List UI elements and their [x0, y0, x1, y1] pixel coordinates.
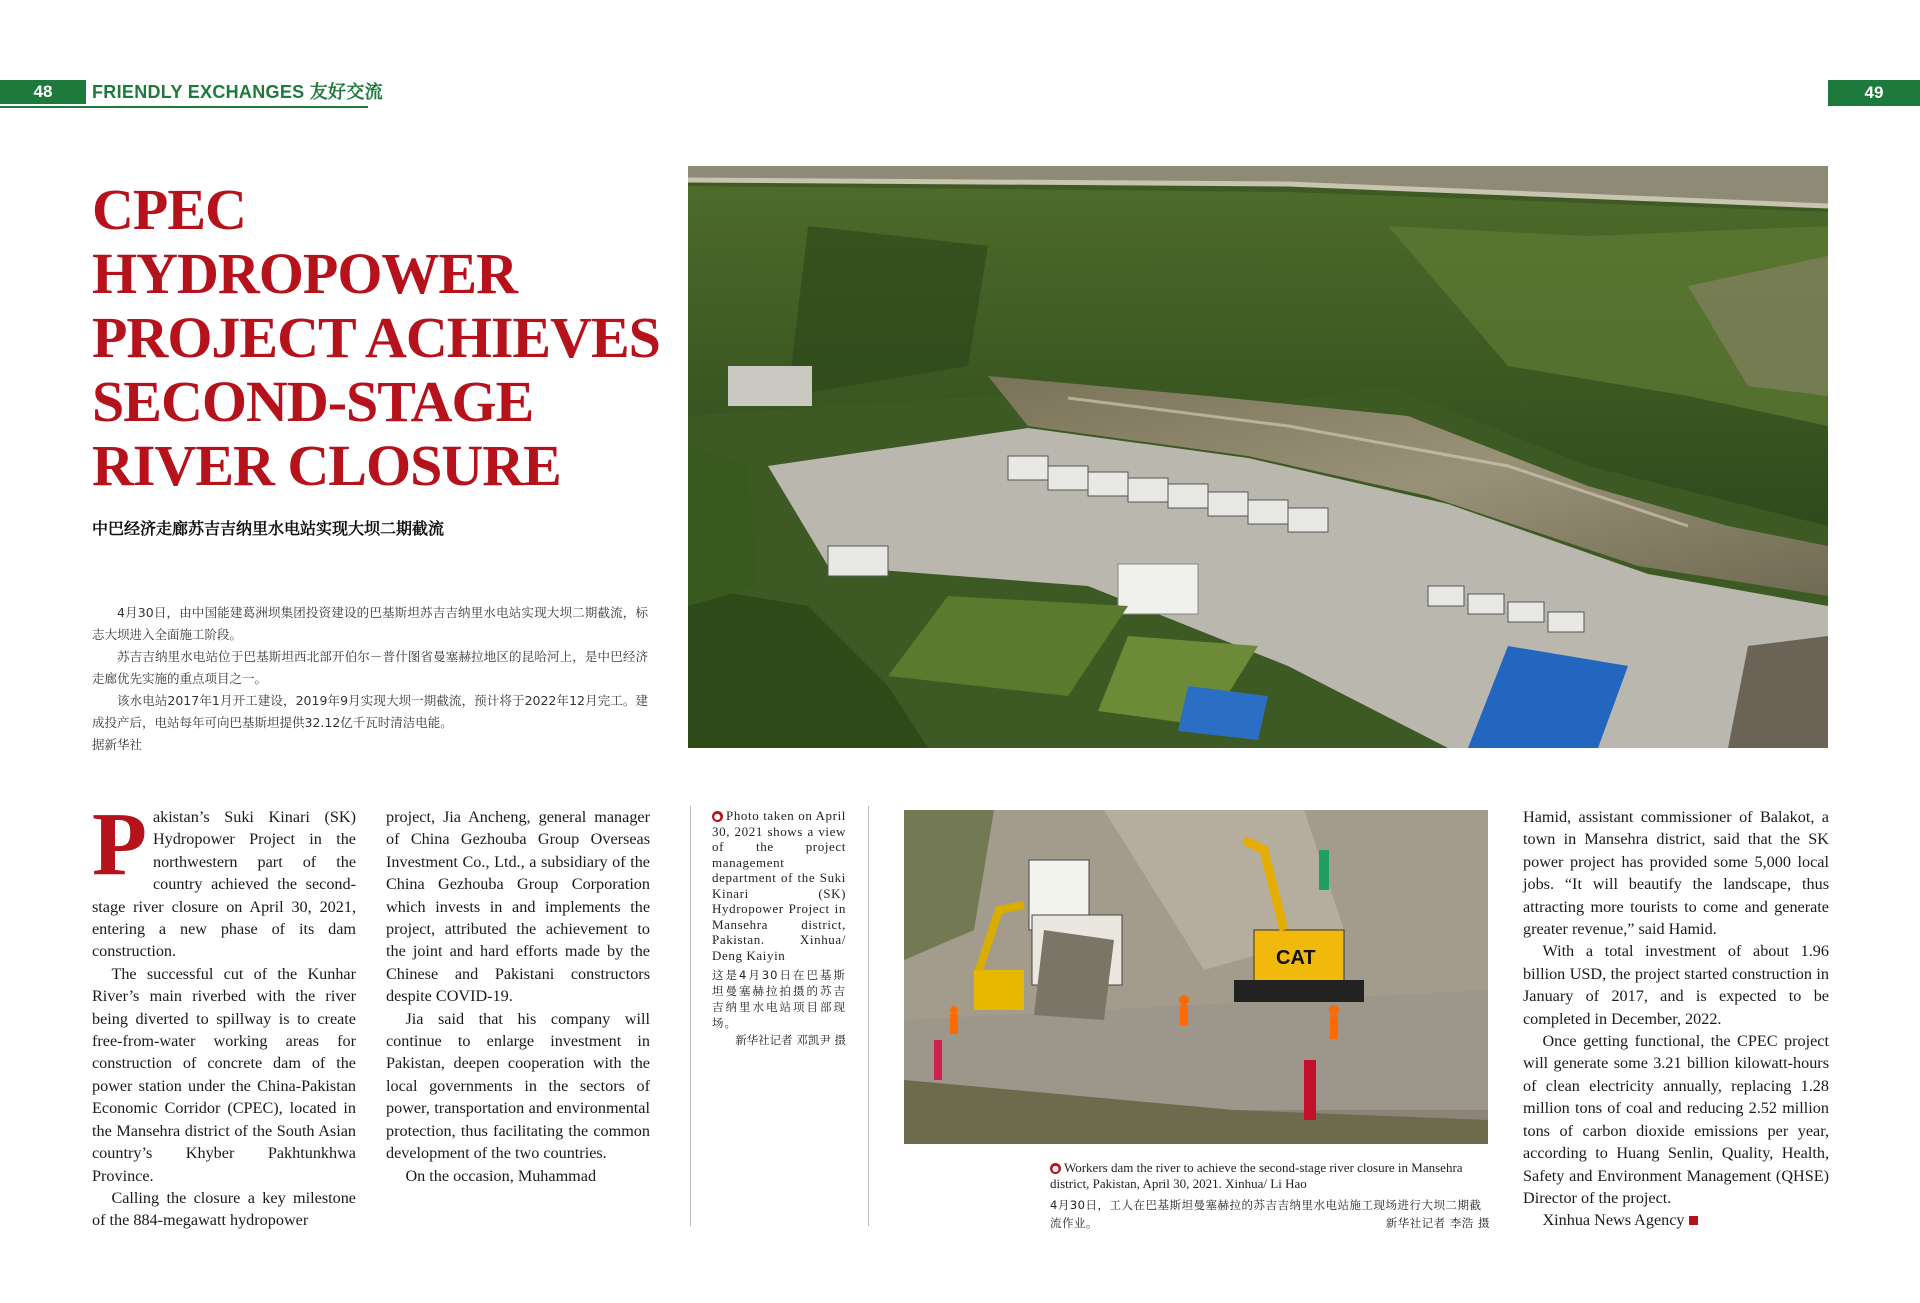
photo-caption-2 [1050, 1160, 1490, 1232]
subtitle-cn: 中巴经济走廊苏吉吉纳里水电站实现大坝二期截流 [92, 519, 445, 538]
cn-paragraph: 4月30日，由中国能建葛洲坝集团投资建设的巴基斯坦苏吉吉纳里水电站实现大坝二期截流，标志大坝进入全面施工阶段。 [92, 605, 648, 642]
caption-text-en: Workers dam the river to achieve the second-stage river closure in Mansehra district, Pakistan, April 30, 2021. Xinhua/ Li Hao [1050, 1160, 1463, 1191]
body-paragraph [1523, 1209, 1829, 1231]
photo-caption-1 [712, 808, 846, 1049]
byline: Xinhua News Agency [1542, 1211, 1685, 1230]
caption-text-cn: 这是4月30日在巴基斯坦曼塞赫拉拍摄的苏吉吉纳里水电站项目部现场。 [712, 968, 846, 1030]
body-paragraph: Once getting functional, the CPEC project will generate some 3.21 billion kilowatt-hours of clean electricity annually, replacing 1.28 million tons of coal and reducing 2.52 million tons of carbon dioxide emissions per year, according to Huang Senlin, Quality, Health, Safety and Environment Management (QHSE) Director of the project. [1523, 1032, 1829, 1207]
body-paragraph: Hamid, assistant commissioner of Balakot, a town in Mansehra district, said that the SK power project has provided some 5,000 local jobs. “It will beautify the landscape, thus attracting more tourists to come and generate greater revenue,” said Hamid. [1523, 808, 1829, 939]
body-paragraph: project, Jia Ancheng, general manager of China Gezhouba Group Overseas Investment Co., Ltd., a subsidiary of the China Gezhouba Group Corporation which invests in and implements the project, attributed the achievement to the joint and hard efforts made by the Chinese and Pakistani constructors despite COVID-19. [386, 808, 650, 1006]
river-closure-photo [904, 810, 1488, 1144]
body-paragraph: On the occasion, Muhammad [405, 1166, 597, 1185]
body-paragraph: The successful cut of the Kunhar River’s main riverbed with the river being diverted to spillway is to create free-from-water working areas for construction of concrete dam of the power station under the China-Pakistan Economic Corridor (CPEC), located in the Mansehra district of the South Asian country’s Khyber Pakhtunkhwa Province. [92, 964, 356, 1185]
camera-icon: ● [713, 812, 722, 821]
caption-text-en: Photo taken on April 30, 2021 shows a view of the project management department of the Suki Kinari (SK) Hydropower Project in Mansehra district, Pakistan. Xinhua/ Deng Kaiyin [712, 808, 846, 963]
caption-text-cn: 4月30日，工人在巴基斯坦曼塞赫拉的苏吉吉纳里水电站施工现场进行大坝二期截流作业。 [1050, 1198, 1482, 1230]
headline-line: RIVER CLOSURE [92, 433, 561, 498]
section-title: FRIENDLY EXCHANGES 友好交流 [92, 82, 383, 102]
body-paragraph: Jia said that his company will continue to enlarge investment in Pakistan, deepen cooperation with the local governments in the sectors of power, transportation and environmental protection, thus facilitating the common development of the two countries. [386, 1009, 650, 1163]
headline-line: PROJECT ACHIEVES [92, 305, 660, 370]
right-page-number: 49 [1828, 80, 1920, 106]
headline-line: HYDROPOWER [92, 241, 517, 306]
cn-source: 据新华社 [92, 737, 143, 752]
cn-paragraph: 该水电站2017年1月开工建设，2019年9月实现大坝一期截流，预计将于2022年12月完工。建成投产后，电站每年可向巴基斯坦提供32.12亿千瓦时清洁电能。 [92, 693, 648, 730]
body-paragraph [92, 795, 356, 963]
body-text: akistan’s Suki Kinari (SK) Hydropower Project in the northwestern part of the country achieved the second-stage river closure on April 30, 2021, entering a new phase of its dam construction. [92, 808, 356, 961]
cat-logo-text: CAT [1276, 947, 1316, 969]
camera-icon: ● [1050, 1163, 1061, 1174]
cn-summary [92, 602, 648, 756]
end-mark-icon [1689, 1216, 1698, 1225]
body-column-2 [386, 806, 650, 1187]
body-column-1 [92, 795, 356, 1232]
cn-paragraph: 苏吉吉纳里水电站位于巴基斯坦西北部开伯尔－普什图省曼塞赫拉地区的昆哈河上，是中巴经济走廊优先实施的重点项目之一。 [92, 649, 648, 686]
body-paragraph: With a total investment of about 1.96 billion USD, the project started construction in January of 2017, and is expected to be completed in December, 2022. [1523, 942, 1829, 1028]
drop-cap: P [92, 795, 147, 894]
hydropower-site-photo [688, 166, 1828, 748]
column-divider [868, 806, 869, 1226]
headline-line: SECOND-STAGE [92, 369, 534, 434]
headline [92, 178, 692, 498]
body-paragraph: Calling the closure a key milestone of the 884-megawatt hydropower [92, 1188, 356, 1230]
headline-line: CPEC [92, 177, 246, 242]
caption-credit: 新华社记者 邓凯尹 摄 [735, 1033, 846, 1047]
caption-credit: 新华社记者 李浩 摄 [1385, 1216, 1490, 1230]
body-column-3 [1523, 806, 1829, 1232]
header-rule [0, 106, 368, 108]
left-page-number: 48 [0, 80, 86, 104]
column-divider [690, 806, 691, 1226]
